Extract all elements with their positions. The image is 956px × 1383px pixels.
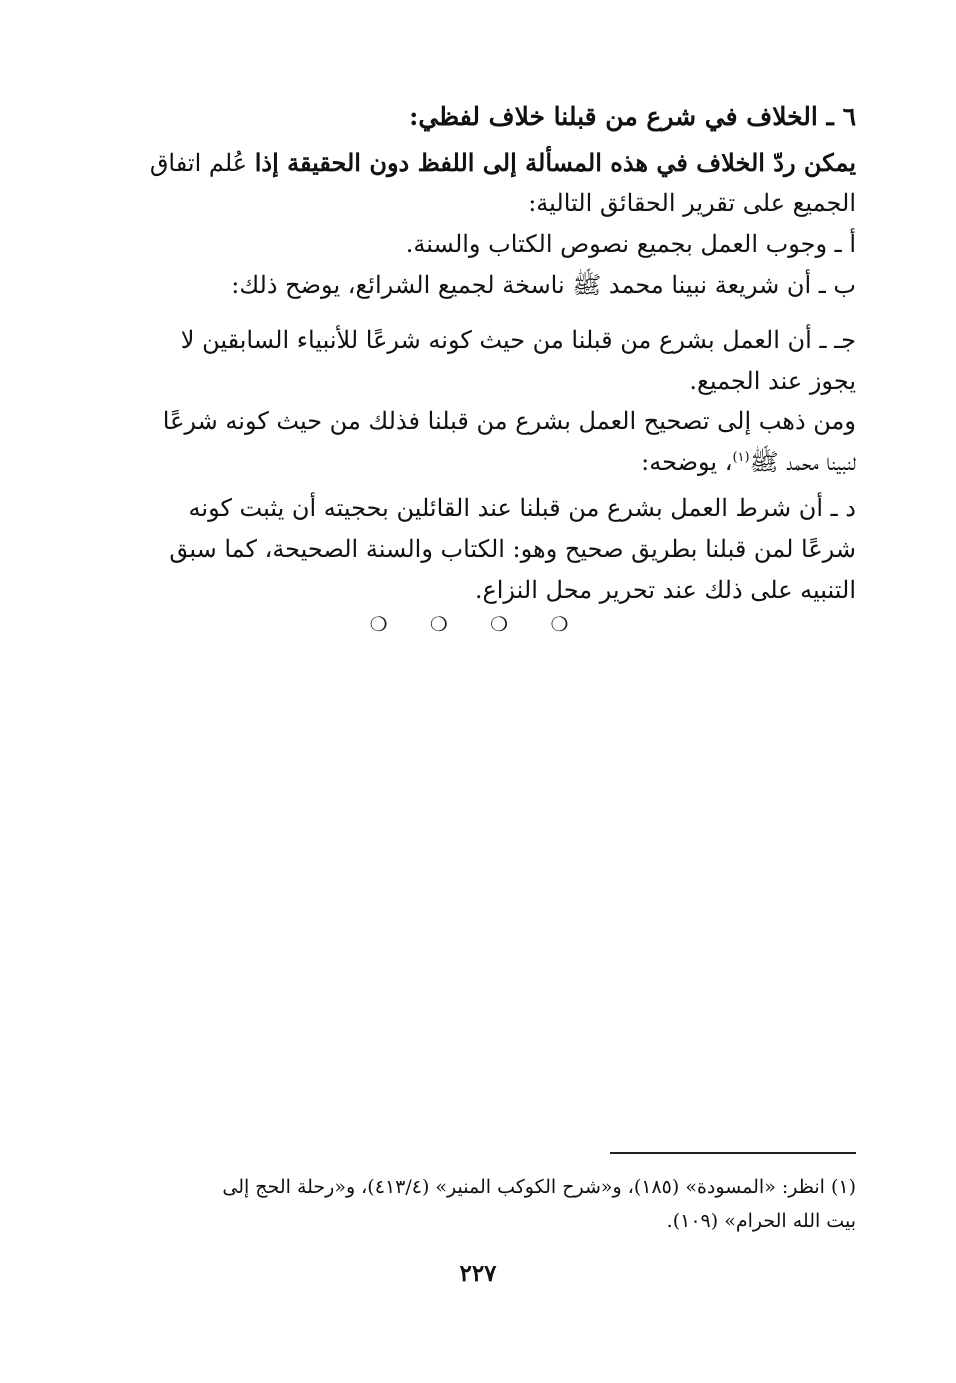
footnote-line-1: (١) انظر: «المسودة» (١٨٥)، و«شرح الكوكب المنير» (٤١٣/٤)، و«رحلة الحج إلى xyxy=(222,1176,856,1198)
point-b xyxy=(111,265,856,306)
intro-line-2: الجميع على تقرير الحقائق التالية: xyxy=(528,189,856,217)
section-end-ornaments: ❍ ❍ ❍ ❍ xyxy=(369,612,587,636)
note-line-2-start: لنبينا محمد ﷺ xyxy=(749,448,856,476)
point-d-line-1: د ـ أن شرط العمل بشرع من قبلنا عند القائلين بحجيته أن يثبت كونه xyxy=(188,494,856,522)
intro-line-1-rest: عُلم اتفاق xyxy=(149,149,255,177)
intro-line-1 xyxy=(111,142,856,183)
note-line-1: ومن ذهب إلى تصحيح العمل بشرع من قبلنا فذلك من حيث كونه شرعًا xyxy=(162,407,856,435)
note-line-2 xyxy=(111,442,856,483)
footnote-line-2: بيت الله الحرام» (١٠٩). xyxy=(666,1210,856,1232)
intro-bold-text: يمكن ردّ الخلاف في هذه المسألة إلى اللفظ دون الحقيقة إذا xyxy=(254,148,856,177)
point-d xyxy=(111,488,856,611)
footnote xyxy=(111,1170,856,1238)
footnote-reference: (١) xyxy=(732,450,750,465)
note-line-2-end: ، يوضحه: xyxy=(641,448,733,476)
heading-text: ٦ ـ الخلاف في شرع من قبلنا خلاف لفظي: xyxy=(409,102,856,131)
point-a-text: أ ـ وجوب العمل بجميع نصوص الكتاب والسنة. xyxy=(405,230,856,258)
point-b-text: ب ـ أن شريعة نبينا محمد ﷺ ناسخة لجميع الشرائع، يوضح ذلك: xyxy=(231,271,856,299)
footnote-divider xyxy=(610,1152,856,1154)
point-c xyxy=(111,320,856,402)
section-heading xyxy=(111,96,856,137)
point-d-line-2: شرعًا لمن قبلنا بطريق صحيح وهو: الكتاب والسنة الصحيحة، كما سبق xyxy=(169,535,856,563)
point-a xyxy=(111,224,856,265)
page-number: ٢٢٧ xyxy=(459,1260,497,1287)
note-paragraph xyxy=(111,401,856,483)
intro-paragraph xyxy=(111,142,856,224)
point-d-line-3: التنبيه على ذلك عند تحرير محل النزاع. xyxy=(474,576,856,604)
point-c-line-1: جـ ـ أن العمل بشرع من قبلنا من حيث كونه شرعًا للأنبياء السابقين لا xyxy=(180,326,856,354)
point-c-line-2: يجوز عند الجميع. xyxy=(689,367,856,395)
